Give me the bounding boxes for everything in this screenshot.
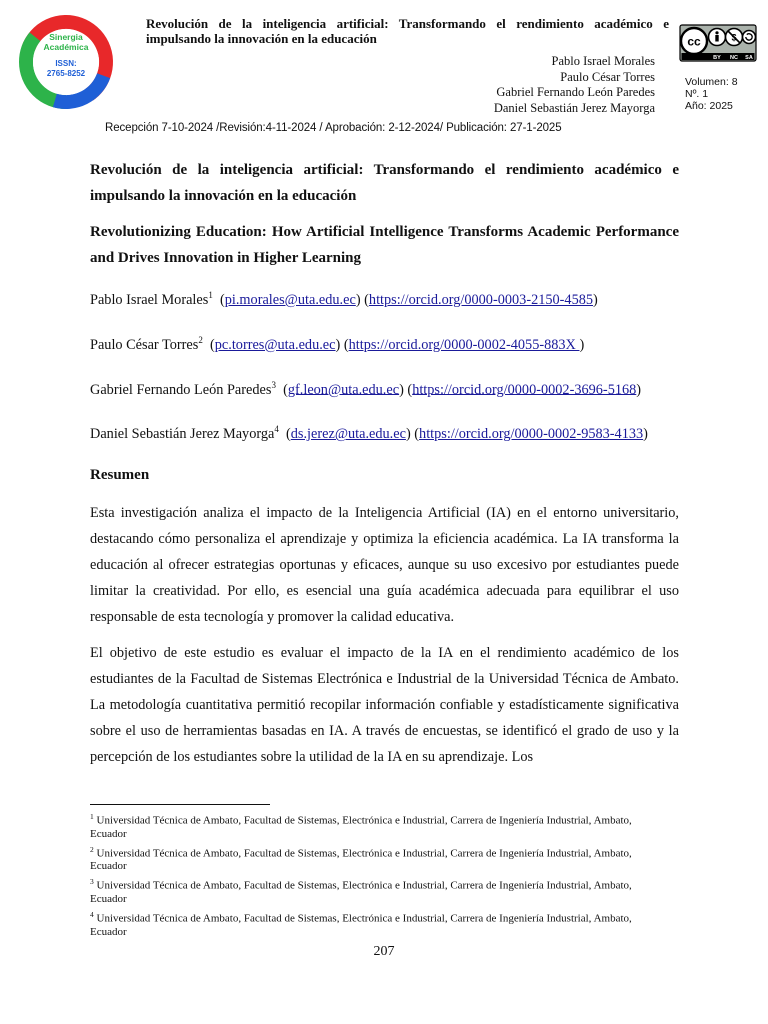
author-orcid-link[interactable]: https://orcid.org/0000-0002-9583-4133 — [419, 426, 644, 443]
footnote-text: Universidad Técnica de Ambato, Facultad de Sistemas, Electrónica e Industrial, Carrera de Ingeniería Industrial, Ambato, Ecuador — [90, 912, 632, 938]
article-body — [90, 157, 679, 780]
author-name: Daniel Sebastián Jerez Mayorga — [90, 426, 275, 443]
svg-text:$: $ — [731, 32, 737, 43]
volume-info — [685, 76, 765, 112]
author-affiliation-mark: 3 — [271, 379, 276, 390]
title-english: Revolutionizing Education: How Artificial Intelligence Transforms Academic Performance and Drives Innovation in Higher Learning — [90, 224, 679, 266]
abstract-heading: Resumen — [90, 467, 150, 484]
logo-line2: Académica — [43, 42, 89, 52]
sa-label: SA — [745, 55, 753, 61]
cc-license-badge — [679, 24, 757, 62]
author-email-link[interactable]: gf.leon@uta.edu.ec — [287, 381, 400, 398]
author-orcid-link[interactable]: https://orcid.org/0000-0002-3696-5168 — [412, 381, 637, 398]
issue-number: Nº. 1 — [685, 88, 709, 100]
author-entry: Paulo César Torres$^2$ (pc.torres@uta.edu.ec) (https://orcid.org/0000-0002-4055-883X ) — [90, 334, 585, 353]
author-orcid-link[interactable]: https://orcid.org/0000-0002-4055-883X — [348, 336, 580, 353]
journal-logo-mark — [18, 14, 114, 110]
volume: Volumen: 8 — [685, 76, 738, 88]
author-affiliation-mark: 4 — [274, 424, 279, 435]
author-affiliation-mark: 2 — [198, 334, 203, 345]
logo-issn-label: ISSN: — [55, 59, 77, 68]
author-name: Gabriel Fernando León Paredes — [90, 381, 272, 398]
header-author: Gabriel Fernando León Paredes — [496, 85, 655, 99]
year: Año: 2025 — [685, 100, 733, 112]
abstract-paragraph: El objetivo de este estudio es evaluar el impacto de la IA en el rendimiento académico de los estudiantes de la Facultad de Sistemas Electrónica e Industrial de la Universidad Técnica de Ambato. La metodología cuantitativa permitió recopilar información confiable y estadísticamente significativa sobre el uso de herramientas basadas en IA. A través de encuestas, se identificó el grado de uso y la percepción de los estudiantes sobre la utilidad de la IA en su aprendizaje. Los — [90, 645, 679, 766]
nc-label: NC — [730, 55, 738, 61]
footnote-mark: 4 — [90, 909, 94, 919]
author-name: Pablo Israel Morales — [90, 291, 209, 308]
author-name: Paulo César Torres — [90, 336, 199, 353]
author-entry: Gabriel Fernando León Paredes$^3$ (gf.leon@uta.edu.ec) (https://orcid.org/0000-0002-3696-5168) — [90, 379, 642, 398]
footnotes — [90, 810, 670, 941]
sa-icon — [743, 31, 756, 44]
footnote-divider — [90, 804, 270, 805]
header-authors — [440, 54, 655, 116]
journal-logo — [18, 14, 114, 110]
author-affiliation-mark: 1 — [208, 290, 213, 300]
publication-dates: Recepción 7-10-2024 /Revisión:4-11-2024 / Aprobación: 2-12-2024/ Publicación: 27-1-2025 — [105, 122, 562, 134]
footnote-text: Universidad Técnica de Ambato, Facultad de Sistemas, Electrónica e Industrial, Carrera de Ingeniería Industrial, Ambato, Ecuador — [90, 847, 632, 873]
author-email-link[interactable]: pc.torres@uta.edu.ec — [214, 336, 336, 353]
title-spanish: Revolución de la inteligencia artificial: Transformando el rendimiento académico e impulsando la innovación en la educación — [90, 162, 679, 204]
footnote — [90, 810, 670, 841]
abstract-paragraph: Esta investigación analiza el impacto de la Inteligencia Artificial (IA) en el entorno universitario, destacando cómo personaliza el aprendizaje y optimiza la eficiencia académica. La IA transforma la educación al ofrecer estrategias oportunas y eficaces, aunque su uso excesivo por estudiantes puede limitar la creatividad. Por ello, es esencial una guía académica adecuada para equilibrar el uso responsable de esta tecnología y promover la calidad educativa. — [90, 505, 679, 626]
by-label: BY — [713, 55, 721, 61]
footnote-mark: 3 — [90, 877, 94, 887]
footnote — [90, 843, 670, 874]
footnote — [90, 875, 670, 906]
footnote — [90, 908, 670, 939]
cc-label: cc — [687, 34, 701, 49]
author-email-link[interactable]: pi.morales@uta.edu.ec — [224, 291, 356, 308]
footnote-text: Universidad Técnica de Ambato, Facultad de Sistemas, Electrónica e Industrial, Carrera de Ingeniería Industrial, Ambato, Ecuador — [90, 814, 632, 840]
author-entry: Pablo Israel Morales$^1$ (pi.morales@uta.edu.ec) (https://orcid.org/0000-0003-2150-4585) — [90, 290, 598, 308]
author-entry: Daniel Sebastián Jerez Mayorga$^4$ (ds.jerez@uta.edu.ec) (https://orcid.org/0000-0002-9583-4133) — [90, 424, 648, 443]
header-author: Pablo Israel Morales — [551, 54, 655, 68]
author-email-link[interactable]: ds.jerez@uta.edu.ec — [290, 426, 406, 443]
footnote-text: Universidad Técnica de Ambato, Facultad de Sistemas, Electrónica e Industrial, Carrera de Ingeniería Industrial, Ambato, Ecuador — [90, 879, 632, 905]
page-number: 207 — [373, 944, 395, 959]
footnote-mark: 2 — [90, 844, 94, 854]
footnote-mark: 1 — [90, 812, 94, 821]
header-author: Daniel Sebastián Jerez Mayorga — [493, 100, 655, 115]
logo-issn: 2765-8252 — [46, 69, 86, 78]
header-author: Paulo César Torres — [560, 69, 655, 84]
author-orcid-link[interactable]: https://orcid.org/0000-0003-2150-4585 — [368, 291, 594, 308]
running-title: Revolución de la inteligencia artificial: Transformando el rendimiento académico e impulsando la innovación en la educación — [146, 16, 669, 46]
logo-line1: Sinergia — [49, 32, 83, 42]
